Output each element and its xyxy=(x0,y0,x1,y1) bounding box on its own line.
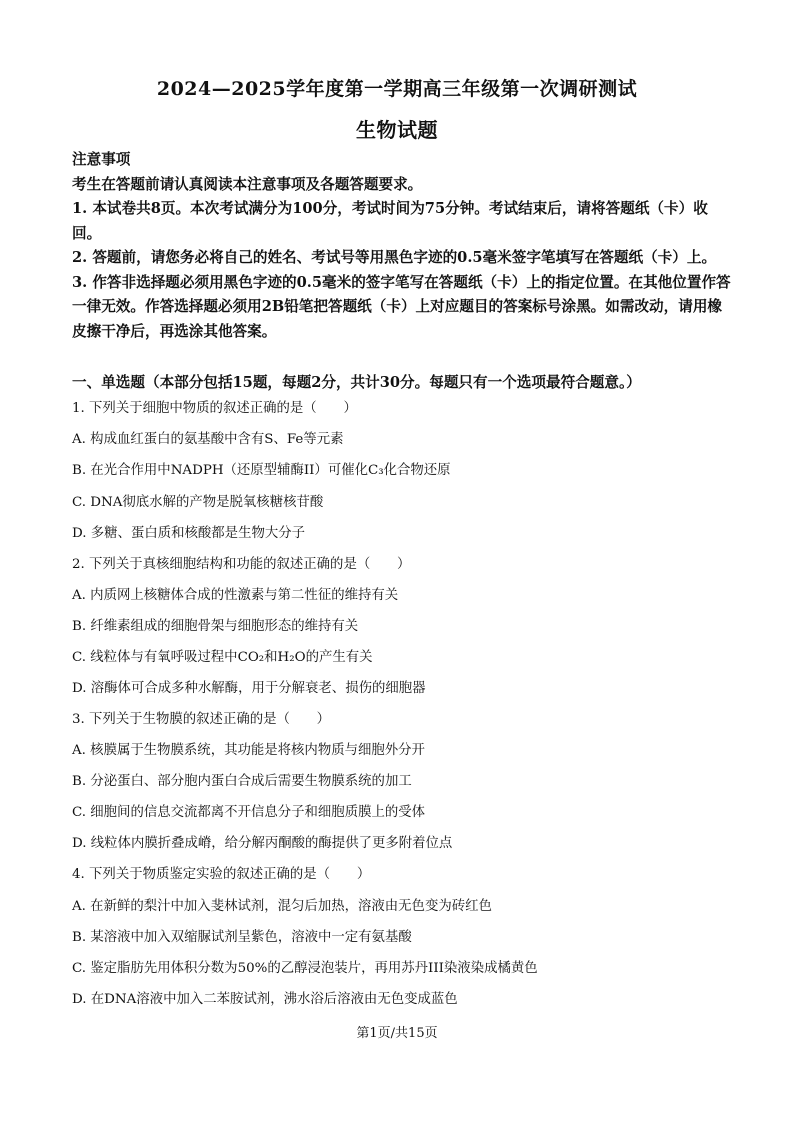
question-3-option-a: A. 核膜属于生物膜系统，其功能是将核内物质与细胞外分开 xyxy=(72,743,425,758)
notice-item-1: 1. 本试卷共8页。本次考试满分为100分，考试时间为75分钟。考试结束后，请将答题纸（卡）收回。 xyxy=(72,200,708,242)
question-4-option-d: D. 在DNA溶液中加入二苯胺试剂，沸水浴后溶液由无色变成蓝色 xyxy=(72,992,458,1007)
question-4-option-b: B. 某溶液中加入双缩脲试剂呈紫色，溶液中一定有氨基酸 xyxy=(72,930,412,945)
section-heading: 一、单选题（本部分包括15题，每题2分，共计30分。每题只有一个选项最符合题意。） xyxy=(72,374,641,391)
notice-item-3: 3. 作答非选择题必须用黑色字迹的0.5毫米的签字笔写在答题纸（卡）上的指定位置。在其他位置作答一律无效。作答选择题必须用2B铅笔把答题纸（卡）上对应题目的答案标号涂黑。如需改动，请用橡皮擦干净后，再选涂其他答案。 xyxy=(72,273,731,340)
question-1-stem: 1. 下列关于细胞中物质的叙述正确的是（ ） xyxy=(72,401,357,416)
question-2-option-d: D. 溶酶体可合成多种水解酶，用于分解衰老、损伤的细胞器 xyxy=(72,681,426,696)
question-2-option-b: B. 纤维素组成的细胞骨架与细胞形态的维持有关 xyxy=(72,619,359,634)
page-footer: 第1页/共15页 xyxy=(356,1026,438,1041)
question-4-option-c: C. 鉴定脂肪先用体积分数为50%的乙醇浸泡装片，再用苏丹III染液染成橘黄色 xyxy=(72,961,538,976)
question-1-option-d: D. 多糖、蛋白质和核酸都是生物大分子 xyxy=(72,526,306,541)
question-4-option-a: A. 在新鲜的梨汁中加入斐林试剂，混匀后加热，溶液由无色变为砖红色 xyxy=(72,899,492,914)
page-subtitle: 生物试题 xyxy=(356,118,438,142)
question-1-option-b: B. 在光合作用中NADPH（还原型辅酶II）可催化C₃化合物还原 xyxy=(72,463,451,478)
question-2-option-c: C. 线粒体与有氧呼吸过程中CO₂和H₂O的产生有关 xyxy=(72,650,373,665)
question-3-option-d: D. 线粒体内膜折叠成嵴，给分解丙酮酸的酶提供了更多附着位点 xyxy=(72,836,453,851)
question-2-stem: 2. 下列关于真核细胞结构和功能的叙述正确的是（ ） xyxy=(72,557,411,572)
question-3-option-c: C. 细胞间的信息交流都离不开信息分子和细胞质膜上的受体 xyxy=(72,805,426,820)
notice-block xyxy=(72,148,732,344)
page-title: 2024—2025学年度第一学期高三年级第一次调研测试 xyxy=(156,78,638,100)
question-4-stem: 4. 下列关于物质鉴定实验的叙述正确的是（ ） xyxy=(72,867,371,882)
notice-heading: 注意事项 xyxy=(72,151,131,168)
question-3-option-b: B. 分泌蛋白、部分胞内蛋白合成后需要生物膜系统的加工 xyxy=(72,774,412,789)
question-1-option-a: A. 构成血红蛋白的氨基酸中含有S、Fe等元素 xyxy=(72,432,344,447)
question-3-stem: 3. 下列关于生物膜的叙述正确的是（ ） xyxy=(72,712,331,727)
notice-item-2: 2. 答题前，请您务必将自己的姓名、考试号等用黑色字迹的0.5毫米签字笔填写在答题纸（卡）上。 xyxy=(72,249,717,266)
question-1-option-c: C. DNA彻底水解的产物是脱氧核糖核苷酸 xyxy=(72,495,324,510)
notice-intro: 考生在答题前请认真阅读本注意事项及各题答题要求。 xyxy=(72,175,423,193)
question-2-option-a: A. 内质网上核糖体合成的性激素与第二性征的维持有关 xyxy=(72,588,399,603)
